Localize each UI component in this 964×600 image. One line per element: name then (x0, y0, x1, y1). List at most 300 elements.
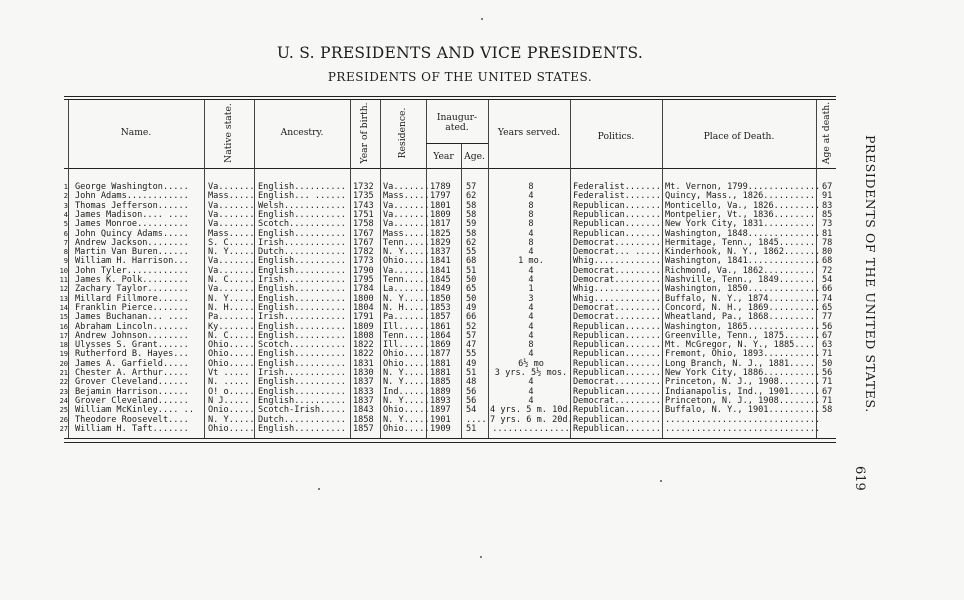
inaugurated-age: 50 (466, 275, 477, 285)
politics: Democrat... ..... (573, 247, 661, 258)
politics: Republican....... (573, 228, 661, 239)
header-ancestry: Ancestry. (280, 127, 324, 138)
inaugurated-year: 1909 (430, 423, 451, 434)
age-at-death: 81 (822, 228, 833, 239)
age-at-death: 65 (822, 302, 833, 313)
place-of-death: .............................. (665, 423, 821, 434)
politics: Federalist....... (573, 182, 661, 192)
table-top-rule (64, 96, 836, 97)
native-state: O! o..... (208, 386, 255, 397)
inaugurated-age: 50 (466, 293, 477, 304)
ancestry: Irish............ (258, 312, 346, 323)
residence: Ohio..... (383, 423, 430, 434)
place-of-death: Washington, 1848.............. (665, 228, 821, 239)
president-name: Andrew Johnson........ (75, 330, 189, 341)
politics: Republican....... (573, 349, 661, 360)
year-of-birth: 1782 (353, 247, 374, 258)
age-at-death: 80 (822, 247, 833, 258)
place-of-death: Concord, N. H., 1869.......... (665, 302, 821, 313)
age-at-death: 71 (822, 377, 833, 388)
native-state: Ohio..... (208, 358, 255, 369)
politics: Democrat......... (573, 275, 661, 285)
header-years-served: Years served. (497, 127, 561, 138)
residence: Va....... (383, 219, 430, 230)
ancestry: English.......... (258, 377, 346, 388)
row-number: 27 (59, 424, 68, 433)
row-number: 10 (59, 266, 68, 275)
inaugurated-age: 47 (466, 340, 477, 351)
residence: N. Y..... (383, 293, 430, 304)
place-of-death: Washington, 1841.............. (665, 256, 821, 267)
president-name: Thomas Jefferson...... (75, 200, 189, 211)
header-name: Name. (120, 127, 152, 138)
place-of-death: Wheatland, Pa., 1868......... (665, 312, 816, 323)
ancestry: English.......... (258, 228, 346, 239)
year-of-birth: 1767 (353, 228, 374, 239)
years-served: 4 (528, 228, 534, 239)
president-name: Ulysses S. Grant...... (75, 340, 189, 351)
years-served: 3 (528, 293, 534, 304)
residence: Mass..... (383, 228, 430, 239)
president-name: Zachary Taylor........ (75, 284, 189, 295)
age-at-death: 50 (822, 358, 833, 369)
years-served: 8 (528, 182, 534, 192)
inaugurated-year: 1849 (430, 284, 451, 295)
politics: Whig............. (573, 284, 661, 295)
native-state: Mass..... (208, 191, 255, 202)
inaugurated-year: 1841 (430, 256, 451, 267)
row-number: 23 (59, 387, 68, 396)
president-name: George Washington..... (75, 182, 189, 192)
inaugurated-age: 51 (466, 265, 477, 276)
year-of-birth: 1800 (353, 293, 374, 304)
inaugurated-year: 1881 (430, 358, 451, 369)
inaugurated-age: 51 (466, 423, 477, 434)
president-name: Millard Fillmore...... (75, 293, 189, 304)
inaugurated-age: 54 (466, 405, 477, 416)
president-name: Bejamin Harrison...... (75, 386, 189, 397)
ancestry: English.......... (258, 330, 346, 341)
ancestry: English.......... (258, 358, 346, 369)
politics: Republican....... (573, 321, 661, 332)
president-name: James A. Garfield..... (75, 358, 189, 369)
age-at-death: 73 (822, 219, 833, 230)
year-of-birth: 1831 (353, 358, 374, 369)
place-of-death: Washington, 1850.............. (665, 284, 821, 295)
residence: Va....... (383, 182, 430, 192)
inaugurated-year: 1853 (430, 302, 451, 313)
place-of-death: Richmond, Va., 1862.......... (665, 265, 816, 276)
page-title: U. S. PRESIDENTS AND VICE PRESIDENTS. (276, 44, 644, 62)
place-of-death: .............................. (665, 414, 821, 425)
ancestry: Scotch-Irish..... (258, 405, 346, 416)
age-at-death: 71 (822, 395, 833, 406)
place-of-death: Nashville, Tenn., 1849....... (665, 275, 816, 285)
row-number: 24 (59, 396, 68, 405)
place-of-death: Kinderhook, N. Y., 1862....... (665, 247, 821, 258)
residence: N. Y..... (383, 414, 430, 425)
years-served: 4 (528, 247, 534, 258)
year-of-birth: 1843 (353, 405, 374, 416)
row-number: 15 (59, 313, 68, 322)
ancestry: Irish............ (258, 275, 346, 285)
politics: Democrat......... (573, 302, 661, 313)
age-at-death: 83 (822, 200, 833, 211)
years-served: 4 (528, 395, 534, 406)
age-at-death: 68 (822, 256, 833, 267)
years-served: 4 (528, 386, 534, 397)
header-inaug-age: Age. (464, 151, 485, 162)
inaugurated-age: 68 (466, 256, 477, 267)
row-number: 1 (63, 183, 68, 191)
politics: Whig............. (573, 256, 661, 267)
row-number: 26 (59, 415, 68, 424)
residence: Tenn..... (383, 330, 430, 341)
year-of-birth: 1743 (353, 200, 374, 211)
print-speck (660, 480, 662, 482)
residence: Ohio..... (383, 349, 430, 360)
row-number: 8 (63, 248, 68, 257)
residence: Ohio..... (383, 358, 430, 369)
row-number: 3 (63, 201, 68, 210)
year-of-birth: 1822 (353, 340, 374, 351)
native-state: Pa....... (208, 312, 255, 323)
residence: N. Y..... (383, 368, 430, 378)
ancestry: Scotch........... (258, 219, 346, 230)
inaugurated-year: 1841 (430, 265, 451, 276)
years-served: 4 (528, 191, 534, 202)
place-of-death: Hermitage, Tenn., 1845....... (665, 237, 816, 248)
year-of-birth: 1732 (353, 182, 374, 192)
native-state: N. C..... (208, 275, 255, 285)
native-state: Ohio..... (208, 349, 255, 360)
row-number: 20 (59, 359, 68, 368)
header-residence: Residence. (397, 107, 408, 159)
year-of-birth: 1758 (353, 219, 374, 230)
row-number: 12 (59, 285, 68, 294)
years-served: 8 (528, 200, 534, 211)
inaugurated-year: 1881 (430, 368, 451, 378)
president-name: James Buchanan... .... (75, 312, 189, 323)
inaugurated-age: 55 (466, 247, 477, 258)
native-state: Vt ..... (208, 368, 250, 378)
inaugurated-year: 1845 (430, 275, 451, 285)
years-served: 7 yrs. 6 m. 20d. (490, 414, 573, 425)
president-name: Martin Van Buren...... (75, 247, 189, 258)
president-name: James Monroe.......... (75, 219, 189, 230)
native-state: Va....... (208, 209, 255, 220)
ancestry: Irish............ (258, 368, 346, 378)
inaugurated-age: 59 (466, 219, 477, 230)
year-of-birth: 1837 (353, 377, 374, 388)
age-at-death: 78 (822, 237, 833, 248)
row-number: 17 (59, 331, 68, 340)
years-served: 1 (528, 284, 534, 295)
years-served: 1 mo. (518, 256, 544, 267)
header-age-at-death: Age at death. (821, 101, 832, 165)
ancestry: English.......... (258, 182, 346, 192)
residence: Va....... (383, 200, 430, 211)
native-state: Va....... (208, 256, 255, 267)
place-of-death: Long Branch, N. J., 1881..... (665, 358, 816, 369)
inaugurated-year: 1893 (430, 395, 451, 406)
ancestry: English.......... (258, 395, 346, 406)
header-place-of-death: Place of Death. (703, 131, 775, 142)
place-of-death: Mt. McGregor, N. Y., 1885.... (665, 340, 816, 351)
place-of-death: Buffalo, N. Y., 1874.......... (665, 293, 821, 304)
print-speck (480, 556, 482, 558)
inaugurated-year: 1864 (430, 330, 451, 341)
age-at-death: 72 (822, 265, 833, 276)
year-of-birth: 1830 (353, 368, 374, 378)
inaugurated-year: 1850 (430, 293, 451, 304)
native-state: N. Y..... (208, 293, 255, 304)
residence: Ohio..... (383, 256, 430, 267)
residence: N. H..... (383, 302, 430, 313)
ancestry: English.......... (258, 423, 346, 434)
place-of-death: Quincy, Mass., 1826.......... (665, 191, 816, 202)
ancestry: Dutch............ (258, 414, 346, 425)
years-served: 8 (528, 209, 534, 220)
year-of-birth: 1767 (353, 237, 374, 248)
year-of-birth: 1791 (353, 312, 374, 323)
years-served: 4 (528, 275, 534, 285)
president-name: Abraham Lincoln....... (75, 321, 189, 332)
native-state: Ohio..... (208, 423, 255, 434)
native-state: Va....... (208, 219, 255, 230)
residence: Va....... (383, 265, 430, 276)
residence: Ill...... (383, 321, 430, 332)
politics: Democrat......... (573, 377, 661, 388)
row-number: 11 (59, 276, 68, 284)
native-state: N J..... (208, 395, 250, 406)
running-head: PRESIDENTS OF THE UNITED STATES. (863, 135, 878, 413)
inaugurated-year: 1825 (430, 228, 451, 239)
inaugurated-age: .... (466, 414, 487, 425)
inaugurated-age: 58 (466, 200, 477, 211)
politics: Republican....... (573, 405, 661, 416)
native-state: N. C..... (208, 330, 255, 341)
residence: Tenn..... (383, 237, 430, 248)
ancestry: English.......... (258, 284, 346, 295)
politics: Republican....... (573, 386, 661, 397)
year-of-birth: 1790 (353, 265, 374, 276)
year-of-birth: 1822 (353, 349, 374, 360)
years-served: 4 (528, 377, 534, 388)
inaugurated-year: 1801 (430, 200, 451, 211)
ancestry: English.......... (258, 386, 346, 397)
row-number: 7 (63, 238, 68, 247)
residence: N. Y..... (383, 377, 430, 388)
inaugurated-age: 66 (466, 312, 477, 323)
president-name: William McKinley.... .. (75, 405, 194, 416)
age-at-death: 58 (822, 405, 833, 416)
age-at-death: 63 (822, 340, 833, 351)
year-of-birth: 1751 (353, 209, 374, 220)
place-of-death: Washington, 1865.............. (665, 321, 821, 332)
residence: N. Y..... (383, 247, 430, 258)
header-bottom-rule (64, 168, 836, 169)
age-at-death: 67 (822, 330, 833, 341)
native-state: N. Y..... (208, 247, 255, 258)
ancestry: Welsh............ (258, 200, 346, 211)
president-name: William H. Harrison... (75, 256, 189, 267)
president-name: Rutherford B. Hayes... (75, 349, 189, 360)
row-number: 22 (59, 378, 68, 387)
inaugurated-year: 1861 (430, 321, 451, 332)
politics: Democrat......... (573, 265, 661, 276)
residence: Pa....... (383, 312, 430, 323)
place-of-death: New York City, 1831.......... (665, 219, 816, 230)
header-year-of-birth: Year of birth. (359, 102, 370, 164)
header-native-state: Native state. (223, 103, 234, 163)
age-at-death: 71 (822, 349, 833, 360)
table-row (0, 424, 840, 434)
age-at-death: 74 (822, 293, 833, 304)
place-of-death: Buffalo, N. Y., 1901.......... (665, 405, 821, 416)
inaugurated-age: 62 (466, 191, 477, 202)
age-at-death: 67 (822, 386, 833, 397)
inaugurated-age: 51 (466, 368, 477, 378)
inaugurated-age: 49 (466, 358, 477, 369)
native-state: N. Y..... (208, 414, 255, 425)
inaugurated-year: 1817 (430, 219, 451, 230)
ancestry: Dutch............ (258, 247, 346, 258)
inaugurated-year: 1837 (430, 247, 451, 258)
row-number: 13 (59, 294, 68, 303)
years-served: 3 yrs. 5½ mos. (494, 368, 568, 378)
politics: Republican....... (573, 340, 661, 351)
year-of-birth: 1858 (353, 414, 374, 425)
native-state: Va....... (208, 200, 255, 211)
native-state: Onio..... (208, 405, 255, 416)
inaugurated-year: 1789 (430, 182, 451, 192)
row-number: 2 (63, 192, 68, 201)
inaugurated-subrule (426, 143, 488, 144)
politics: Democrat......... (573, 237, 661, 248)
header-inaugurated: Inaugur- ated. (436, 112, 478, 133)
politics: Democrat......... (573, 312, 661, 323)
politics: Republican....... (573, 209, 661, 220)
year-of-birth: 1809 (353, 321, 374, 332)
place-of-death: Princeton, N. J., 1908........ (665, 377, 821, 388)
inaugurated-year: 1869 (430, 340, 451, 351)
row-number: 25 (59, 406, 68, 415)
row-number: 18 (59, 341, 68, 350)
place-of-death: Monticello, Va., 1826......... (665, 200, 821, 211)
native-state: Va....... (208, 265, 255, 276)
years-served: 4 (528, 312, 534, 323)
politics: Republican....... (573, 414, 661, 425)
president-name: William H. Taft....... (75, 423, 189, 434)
row-number: 5 (63, 220, 68, 229)
ancestry: Scotch........... (258, 340, 346, 351)
inaugurated-year: 1889 (430, 386, 451, 397)
years-served: 4 (528, 302, 534, 313)
ancestry: Irish............ (258, 237, 346, 248)
inaugurated-year: 1857 (430, 312, 451, 323)
inaugurated-year: 1885 (430, 377, 451, 388)
ancestry: English.......... (258, 256, 346, 267)
age-at-death: 56 (822, 368, 833, 378)
inaugurated-age: 58 (466, 209, 477, 220)
ancestry: English.......... (258, 265, 346, 276)
year-of-birth: 1773 (353, 256, 374, 267)
politics: Whig............. (573, 293, 661, 304)
header-inaug-year: Year (433, 151, 454, 162)
age-at-death: 77 (822, 312, 833, 323)
native-state: Va....... (208, 182, 255, 192)
inaugurated-year: 1809 (430, 209, 451, 220)
years-served: 8 (528, 219, 534, 230)
inaugurated-age: 57 (466, 330, 477, 341)
inaugurated-year: 1829 (430, 237, 451, 248)
native-state: Mass..... (208, 228, 255, 239)
residence: La....... (383, 284, 430, 295)
inaugurated-year: 1877 (430, 349, 451, 360)
age-at-death: 67 (822, 182, 833, 192)
year-of-birth: 1833 (353, 386, 374, 397)
table-top-rule-2 (64, 99, 836, 100)
years-served: 4 (528, 321, 534, 332)
inaugurated-age: 56 (466, 395, 477, 406)
politics: Democrat......... (573, 395, 661, 406)
politics: Republican....... (573, 423, 661, 434)
politics: Republican....... (573, 330, 661, 341)
residence: Mass..... (383, 191, 430, 202)
age-at-death: 54 (822, 275, 833, 285)
place-of-death: Montpelier, Vt., 1836........ (665, 209, 816, 220)
place-of-death: Indianapolis, Ind., 1901...... (665, 386, 821, 397)
place-of-death: Mt. Vernon, 1799.............. (665, 182, 821, 192)
inaugurated-age: 48 (466, 377, 477, 388)
president-name: John Quincy Adams..... (75, 228, 189, 239)
row-number: 19 (59, 350, 68, 359)
row-number: 21 (59, 369, 68, 377)
row-number: 16 (59, 322, 68, 331)
year-of-birth: 1804 (353, 302, 374, 313)
native-state: N. H..... (208, 302, 255, 313)
president-name: Grover Cleveland...... (75, 377, 189, 388)
print-speck (318, 488, 320, 490)
politics: Republican....... (573, 200, 661, 211)
row-number: 9 (63, 257, 68, 266)
inaugurated-year: 1797 (430, 191, 451, 202)
age-at-death: 91 (822, 191, 833, 202)
inaugurated-year: 1897 (430, 405, 451, 416)
ancestry: English.......... (258, 302, 346, 313)
native-state: Va....... (208, 284, 255, 295)
inaugurated-age: 52 (466, 321, 477, 332)
years-served: 4 (528, 265, 534, 276)
year-of-birth: 1795 (353, 275, 374, 285)
inaugurated-age: 62 (466, 237, 477, 248)
year-of-birth: 1808 (353, 330, 374, 341)
inaugurated-age: 57 (466, 182, 477, 192)
inaugurated-age: 65 (466, 284, 477, 295)
year-of-birth: 1837 (353, 395, 374, 406)
politics: Federalist....... (573, 191, 661, 202)
place-of-death: Fremont, Ohio, 1893........... (665, 349, 821, 360)
inaugurated-age: 58 (466, 228, 477, 239)
president-name: John Tyler............ (75, 265, 189, 276)
president-name: Grover Cleveland...... (75, 395, 189, 406)
years-served: 4 (528, 349, 534, 360)
native-state: S. C..... (208, 237, 255, 248)
age-at-death: 56 (822, 321, 833, 332)
print-speck (481, 18, 483, 20)
years-served: 4 yrs. 5 m. 10d. (490, 405, 573, 416)
